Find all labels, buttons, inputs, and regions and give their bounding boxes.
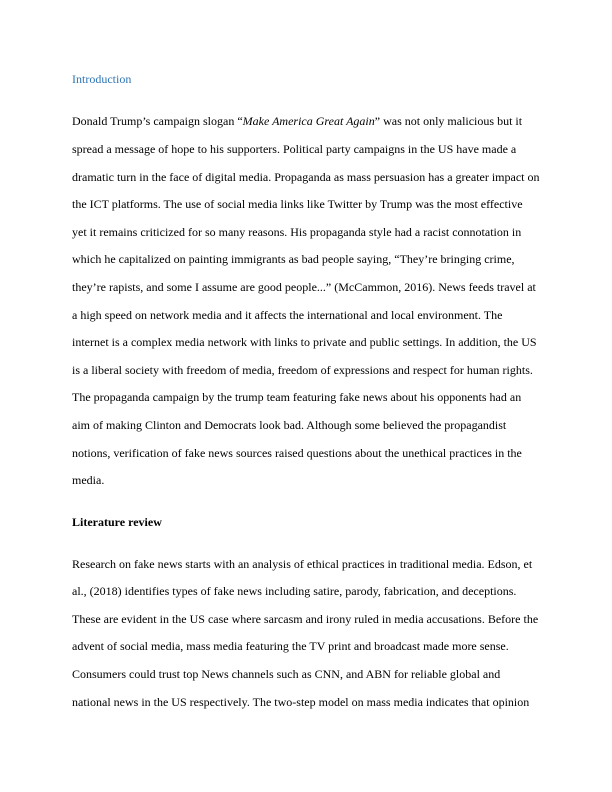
intro-line-2: spread a message of hope to his supporters. Political party campaigns in the US have made a — [72, 142, 517, 156]
lit-line-4: advent of social media, mass media featuring the TV print and broadcast made more sense. — [72, 639, 509, 653]
lit-line-5: Consumers could trust top News channels such as CNN, and ABN for reliable global and — [72, 667, 501, 681]
intro-line-5: yet it remains criticized for so many reasons. His propaganda style had a racist connotation in — [72, 225, 522, 239]
intro-line-12: aim of making Clinton and Democrats look bad. Although some believed the propagandist — [72, 418, 507, 432]
introduction-heading: Introduction — [72, 72, 132, 86]
intro-line-4: the ICT platforms. The use of social media links like Twitter by Trump was the most effective — [72, 197, 523, 211]
intro-line-6: which he capitalized on painting immigrants as bad people saying, “They’re bringing crime, — [72, 252, 515, 266]
intro-line-9: internet is a complex media network with links to private and public settings. In addition, the US — [72, 335, 537, 349]
intro-line-14: media. — [72, 473, 105, 487]
intro-line-8: a high speed on network media and it affects the international and local environment. The — [72, 308, 503, 322]
literature-review-heading: Literature review — [72, 515, 162, 529]
lit-line-3: These are evident in the US case where sarcasm and irony ruled in media accusations. Before the — [72, 612, 539, 626]
lit-line-6: national news in the US respectively. The two-step model on mass media indicates that opinion — [72, 695, 530, 709]
intro-line-3: dramatic turn in the face of digital media. Propaganda as mass persuasion has a greater impact on — [72, 170, 540, 184]
intro-line-10: is a liberal society with freedom of media, freedom of expressions and respect for human rights. — [72, 363, 533, 377]
intro-line-1-start: Donald Trump’s campaign slogan “ — [72, 114, 243, 128]
intro-line-1-end: ” was not only malicious but it — [374, 114, 523, 128]
intro-line-1 — [72, 113, 522, 129]
intro-line-7: they’re rapists, and some I assume are good people...” (McCammon, 2016). News feeds travel at — [72, 280, 536, 294]
lit-line-1: Research on fake news starts with an analysis of ethical practices in traditional media. Edson, et — [72, 557, 533, 571]
slogan-italic: Make America Great Again — [242, 114, 375, 128]
lit-line-2: al., (2018) identifies types of fake news including satire, parody, fabrication, and deceptions. — [72, 584, 517, 598]
intro-line-11: The propaganda campaign by the trump team featuring fake news about his opponents had an — [72, 390, 522, 404]
intro-line-13: notions, verification of fake news sources raised questions about the unethical practices in the — [72, 446, 522, 460]
